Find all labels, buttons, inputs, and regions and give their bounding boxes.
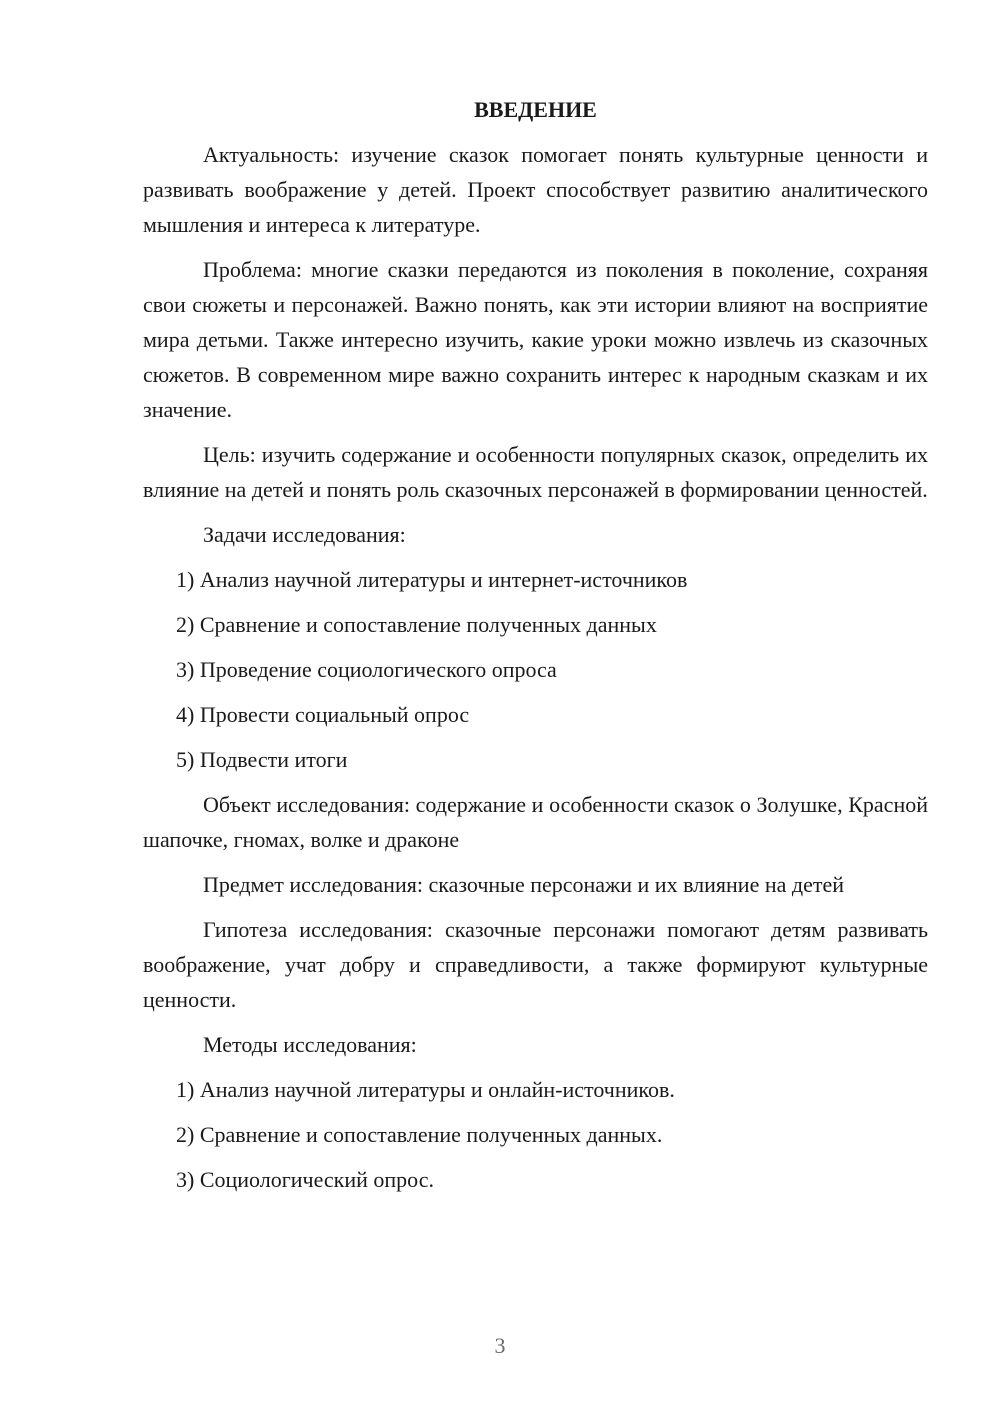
- tasks-heading: Задачи исследования:: [203, 522, 406, 547]
- list-item: 4) Провести социальный опрос: [176, 702, 470, 727]
- tasks-list: [143, 562, 928, 777]
- object-paragraph: Объект исследования: содержание и особенности сказок о Золушке, Красной шапочке, гномах, волке и драконе: [143, 792, 928, 852]
- document-page: [143, 92, 928, 1207]
- page-number: 3: [494, 1333, 506, 1358]
- relevance-paragraph: Актуальность: изучение сказок помогает понять культурные ценности и развивать воображение у детей. Проект способствует развитию аналитического мышления и интереса к литературе.: [143, 142, 928, 237]
- methods-heading: Методы исследования:: [203, 1032, 417, 1057]
- hypothesis-paragraph: Гипотеза исследования: сказочные персонажи помогают детям развивать воображение, учат добру и справедливости, а также формируют культурные ценности.: [143, 917, 928, 1012]
- subject-paragraph: Предмет исследования: сказочные персонажи и их влияние на детей: [203, 872, 844, 897]
- page-title: ВВЕДЕНИЕ: [474, 97, 597, 122]
- list-item: 3) Социологический опрос.: [176, 1167, 434, 1192]
- list-item: 1) Анализ научной литературы и онлайн-источников.: [176, 1077, 675, 1102]
- list-item: 2) Сравнение и сопоставление полученных данных.: [176, 1122, 663, 1147]
- goal-paragraph: Цель: изучить содержание и особенности популярных сказок, определить их влияние на детей и понять роль сказочных персонажей в формировании ценностей.: [143, 442, 928, 502]
- list-item: 1) Анализ научной литературы и интернет-источников: [176, 567, 688, 592]
- methods-list: [143, 1072, 928, 1197]
- list-item: 3) Проведение социологического опроса: [176, 657, 557, 682]
- list-item: 5) Подвести итоги: [176, 747, 348, 772]
- problem-paragraph: Проблема: многие сказки передаются из поколения в поколение, сохраняя свои сюжеты и персонажей. Важно понять, как эти истории влияют на восприятие мира детьми. Также интересно изучить, какие уроки можно извлечь из сказочных сюжетов. В современном мире важно сохранить интерес к народным сказкам и их значение.: [143, 257, 928, 422]
- list-item: 2) Сравнение и сопоставление полученных данных: [176, 612, 657, 637]
